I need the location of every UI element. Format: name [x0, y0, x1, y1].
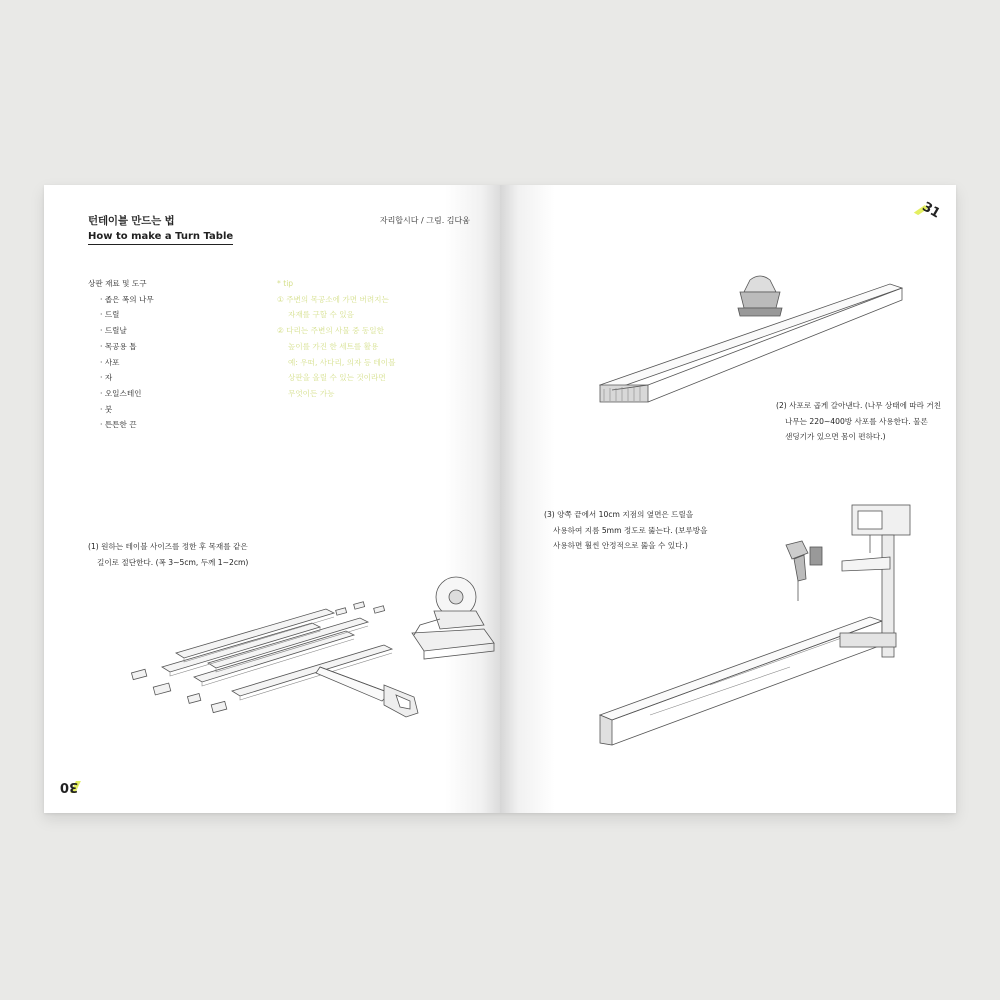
- materials-list: [88, 276, 154, 433]
- tip-line: 무엇이든 가능: [288, 388, 335, 398]
- tip-line: 높이를 가진 한 세트를 활용: [288, 341, 379, 351]
- material-item: · 드릴날: [100, 326, 127, 336]
- step-1-line: (1) 원하는 테이블 사이즈를 정한 후 목재를 같은: [88, 542, 248, 551]
- material-item: · 붓: [100, 404, 113, 414]
- step-1-line: 길이로 절단한다. (폭 3~5cm, 두께 1~2cm): [97, 557, 249, 567]
- hand-saw-icon: [316, 667, 418, 717]
- right-page: [500, 185, 956, 813]
- tip-box: [277, 276, 395, 402]
- miter-saw-icon: [412, 577, 494, 659]
- credit-line: 자리합시다 / 그림. 김다움: [379, 216, 470, 225]
- page-number-left: 30: [60, 779, 78, 794]
- cut-wood-pieces-illustration: [84, 545, 484, 705]
- material-item: · 자: [100, 373, 113, 383]
- step-3-line: (3) 양쪽 끝에서 10cm 지점의 옆면은 드릴을: [544, 510, 694, 519]
- hand-drill-icon: [786, 541, 822, 601]
- drill-press-illustration: [590, 505, 930, 755]
- material-item: · 오일스테인: [100, 388, 142, 398]
- tip-line: ② 다리는 주변의 사물 중 동일한: [277, 326, 384, 336]
- tip-line: 자재를 구할 수 있음: [288, 310, 354, 320]
- step-2-line: (2) 사포로 곱게 갈아낸다. (나무 상태에 따라 거친: [776, 401, 942, 410]
- page-title: 턴테이블 만드는 법: [88, 215, 175, 227]
- page-number-right: 31: [919, 199, 942, 221]
- material-item: · 튼튼한 끈: [100, 420, 137, 430]
- left-page: [44, 185, 500, 813]
- tip-line: 예: 우떠, 사다리, 의자 등 테이블: [288, 357, 396, 367]
- sanding-block-icon: [738, 276, 782, 316]
- book-spread: [44, 185, 956, 813]
- tip-line: ① 주변의 목공소에 가면 버려지는: [277, 294, 389, 304]
- step-3-line: 사용하여 지름 5mm 정도로 뚫는다. (보루방을: [553, 525, 708, 535]
- material-item: · 드릴: [100, 310, 120, 320]
- drill-press-icon: [840, 505, 910, 657]
- step-2-text: [776, 398, 941, 445]
- material-item: · 사포: [100, 357, 120, 367]
- tip-label: * tip: [277, 279, 294, 288]
- material-item: · 좁은 폭의 나무: [100, 294, 154, 304]
- materials-heading: 상판 재료 및 도구: [88, 279, 147, 288]
- step-3-line: 사용하면 훨씬 안정적으로 뚫을 수 있다.): [553, 541, 688, 551]
- step-2-line: 샌딩기가 있으면 몸이 편하다.): [785, 432, 886, 442]
- page-subtitle: How to make a Turn Table: [88, 231, 233, 245]
- tip-line: 상판을 올릴 수 있는 것이라면: [288, 373, 386, 383]
- material-item: · 목공용 톱: [100, 341, 137, 351]
- step-2-line: 나무는 220~400방 사포를 사용한다. 물론: [785, 416, 928, 426]
